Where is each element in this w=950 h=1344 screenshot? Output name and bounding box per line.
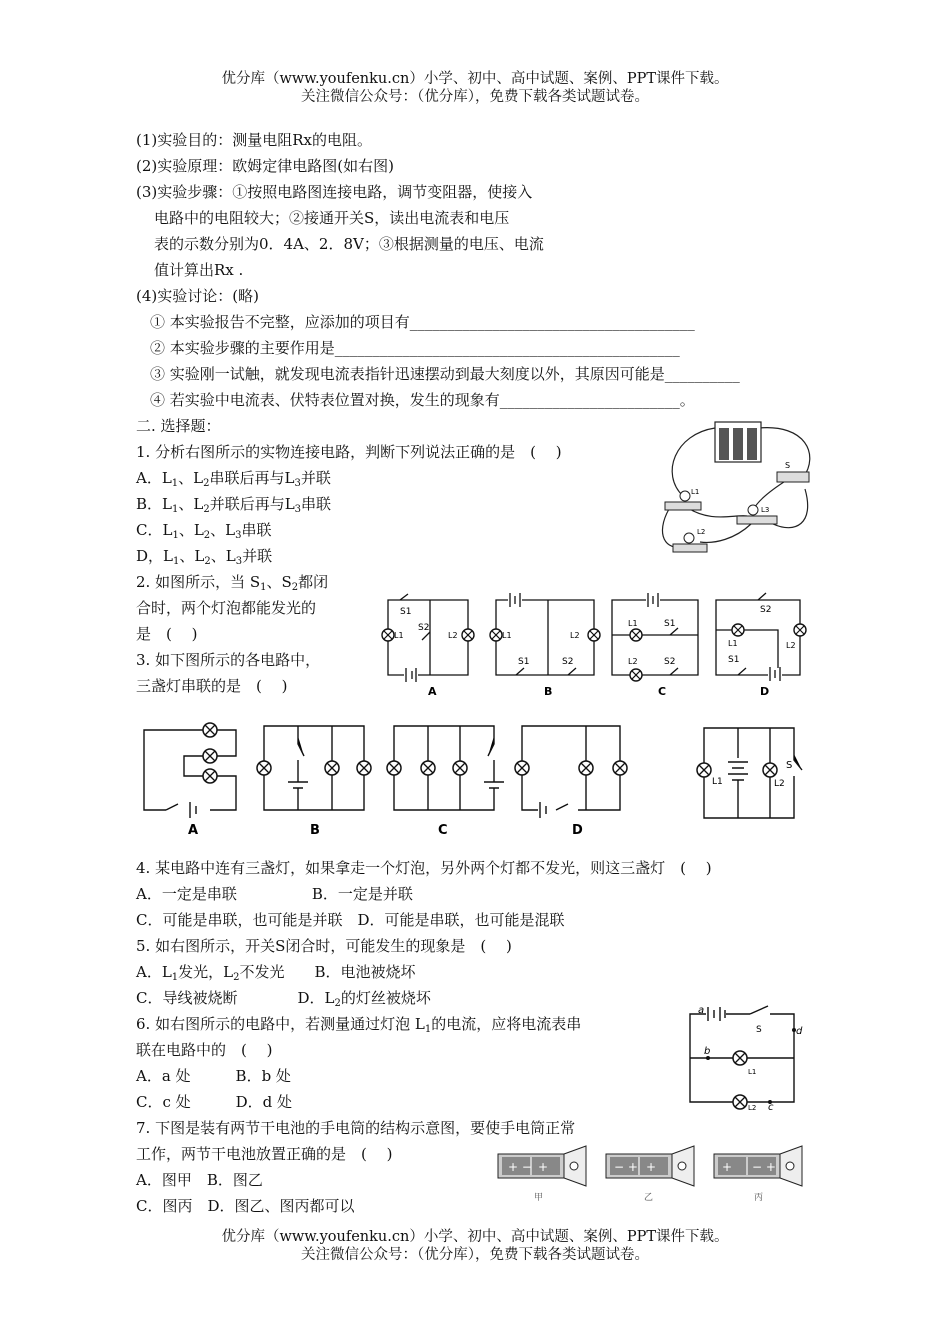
- q2-circuit-a: [382, 594, 474, 698]
- q5-circuit-figure: [694, 718, 814, 828]
- page-footer-line2: 关注微信公众号：（优分库），免费下载各类试题试卷。: [301, 1247, 649, 1263]
- flashlight-bing: [714, 1146, 802, 1203]
- experiment-steps-1: (3)实验步骤：①按照电路图连接电路，调节变阻器，使接入: [136, 183, 533, 201]
- q2b-label: B: [544, 685, 553, 698]
- flashlight-yi: [606, 1146, 694, 1203]
- q1-option-a: A．$L_1$、$L_2$串联后再与$L_3$并联: [136, 469, 331, 489]
- q3d-label: D: [572, 823, 583, 838]
- q2c-label-s1: S1: [664, 619, 676, 629]
- q3-circuit-a: [144, 723, 236, 838]
- q2a-label-l1: L1: [394, 631, 404, 640]
- q3b-label: B: [310, 823, 320, 838]
- q7-line1: 7. 下图是装有两节干电池的手电筒的结构示意图，要使手电筒正常: [136, 1119, 576, 1137]
- q2d-label-l2: L2: [786, 641, 796, 650]
- q2c-label-l1: L1: [628, 619, 638, 628]
- q5-options-cd: C．导线被烧断 D．$L_2$的灯丝被烧坏: [136, 989, 431, 1009]
- q6-options-ab: A．a 处 B．b 处: [136, 1067, 291, 1085]
- q2b-label-s1: S1: [518, 657, 530, 667]
- svg-text:+: +: [538, 1160, 549, 1174]
- q3-line2: 三盏灯串联的是 ( ): [136, 677, 288, 695]
- section-title: 二. 选择题：: [136, 417, 221, 435]
- q2-circuit-c: [612, 593, 698, 698]
- page-footer-line1: 优分库（www.youfenku.cn）小学、初中、高中试题、案例、PPT课件下载。: [221, 1229, 729, 1245]
- q6-label-a: a: [698, 1005, 705, 1016]
- q5-label-l2: L2: [774, 779, 785, 789]
- q2c-label-s2: S2: [664, 657, 676, 667]
- q6-label-c: c: [768, 1102, 774, 1110]
- q2d-label-l1: L1: [728, 639, 738, 648]
- experiment-steps-4: 值计算出Rx .: [154, 261, 244, 279]
- q2c-label: C: [658, 685, 667, 698]
- experiment-steps-3: 表的示数分别为0．4A、2．8V；③根据测量的电压、电流: [154, 235, 544, 253]
- page-header-line1: 优分库（www.youfenku.cn）小学、初中、高中试题、案例、PPT课件下载。: [221, 71, 729, 87]
- q1-fig-label-l3: L3: [761, 506, 770, 514]
- q6-circuit-figure: [684, 1004, 808, 1110]
- discussion-q2: ② 本实验步骤的主要作用是______________________________________________: [150, 339, 680, 357]
- q1-physical-circuit-figure: [655, 414, 825, 564]
- q2a-label-s2: S2: [418, 623, 430, 633]
- experiment-principle: (2)实验原理：欧姆定律电路图(如右图): [136, 157, 394, 175]
- q3-line1: 3. 如下图所示的各电路中，: [136, 651, 321, 669]
- q2d-label-s2: S2: [760, 605, 772, 615]
- q2-circuit-d: [716, 593, 806, 698]
- svg-text:− +: − +: [752, 1160, 776, 1174]
- q2c-label-l2: L2: [628, 657, 638, 666]
- experiment-discussion: (4)实验讨论：(略): [136, 287, 259, 305]
- q1-option-d: D，$L_1$、$L_2$、$L_3$并联: [136, 547, 273, 567]
- q6-label-l2: L2: [748, 1104, 757, 1110]
- q3-circuit-c: [387, 726, 504, 838]
- q1-fig-label-l1: L1: [691, 488, 700, 496]
- svg-text:+: +: [722, 1160, 733, 1174]
- q2-line3: 是 ( ): [136, 625, 198, 643]
- q1-stem: 1. 分析右图所示的实物连接电路，判断下列说法正确的是 ( ): [136, 443, 562, 461]
- q4-stem: 4. 某电路中连有三盏灯，如果拿走一个灯泡，另外两个灯都不发光，则这三盏灯 ( ): [136, 859, 712, 877]
- q6-label-l1: L1: [748, 1068, 757, 1076]
- flashlight-label-yi: 乙: [644, 1193, 654, 1203]
- q2b-label-l2: L2: [570, 631, 580, 640]
- q6-label-s: S: [756, 1025, 762, 1035]
- q2-circuit-b: [490, 593, 600, 698]
- q6-label-b: b: [704, 1046, 711, 1057]
- flashlight-jia: [498, 1146, 586, 1203]
- discussion-q3: ③ 实验刚一试触，就发现电流表指针迅速摆动到最大刻度以外，其原因可能是__________: [150, 365, 740, 383]
- q7-flashlight-figures: [494, 1140, 814, 1206]
- svg-text:− +: − +: [614, 1160, 638, 1174]
- svg-text:+ −: + −: [508, 1160, 532, 1174]
- q6-line1: 6. 如右图所示的电路中，若测量通过灯泡 $L_1$的电流，应将电流表串: [136, 1015, 582, 1035]
- q2d-label: D: [760, 685, 770, 698]
- q1-fig-label-l2: L2: [697, 528, 706, 536]
- q6-line2: 联在电路中的 ( ): [136, 1041, 273, 1059]
- experiment-purpose: (1)实验目的：测量电阻Rx的电阻。: [136, 131, 373, 149]
- q2-line2: 合时，两个灯泡都能发光的: [136, 599, 317, 617]
- q7-options-ab: A．图甲 B．图乙: [136, 1171, 263, 1189]
- q5-stem: 5. 如右图所示，开关S闭合时，可能发生的现象是 ( ): [136, 937, 512, 955]
- q7-line2: 工作，两节干电池放置正确的是 ( ): [136, 1145, 393, 1163]
- q7-options-cd: C．图丙 D．图乙、图丙都可以: [136, 1197, 355, 1215]
- q3-circuit-figures: [136, 712, 656, 840]
- q6-label-d: d: [796, 1026, 803, 1037]
- q4-options-ab: A．一定是串联 B．一定是并联: [136, 885, 413, 903]
- flashlight-label-jia: 甲: [534, 1193, 544, 1203]
- discussion-q1: ① 本实验报告不完整，应添加的项目有______________________________________: [150, 313, 695, 331]
- page-header-line2: 关注微信公众号：（优分库），免费下载各类试题试卷。: [301, 89, 649, 105]
- flashlight-label-bing: 丙: [754, 1193, 764, 1203]
- q2-line1: 2. 如图所示，当 $S_1$、$S_2$都闭: [136, 573, 329, 593]
- q5-label-l1: L1: [712, 777, 723, 787]
- q2a-label-l2: L2: [448, 631, 458, 640]
- q1-option-b: B．$L_1$、$L_2$并联后再与$L_3$串联: [136, 495, 332, 515]
- q2b-label-l1: L1: [502, 631, 512, 640]
- q6-options-cd: C．c 处 D．d 处: [136, 1093, 293, 1111]
- discussion-q4: ④ 若实验中电流表、伏特表位置对换，发生的现象有________________________。: [150, 391, 695, 409]
- q1-option-c: C．$L_1$、$L_2$、$L_3$串联: [136, 521, 272, 541]
- q2-circuit-figures: [378, 590, 818, 700]
- q3a-label: A: [188, 823, 199, 838]
- q2a-label-s1: S1: [400, 607, 412, 617]
- q5-label-s: S: [786, 760, 793, 771]
- svg-text:+: +: [646, 1160, 657, 1174]
- q3-circuit-d: [515, 726, 627, 838]
- q2d-label-s1: S1: [728, 655, 740, 665]
- q2a-label: A: [428, 685, 437, 698]
- q5-options-ab: A．$L_1$发光，$L_2$不发光 B．电池被烧坏: [136, 963, 416, 983]
- experiment-steps-2: 电路中的电阻较大；②接通开关S，读出电流表和电压: [154, 209, 510, 227]
- q3c-label: C: [438, 823, 448, 838]
- q3-circuit-b: [257, 726, 371, 838]
- q2b-label-s2: S2: [562, 657, 574, 667]
- q1-fig-label-s: S: [785, 461, 791, 470]
- q4-options-cd: C．可能是串联，也可能是并联 D．可能是串联，也可能是混联: [136, 911, 565, 929]
